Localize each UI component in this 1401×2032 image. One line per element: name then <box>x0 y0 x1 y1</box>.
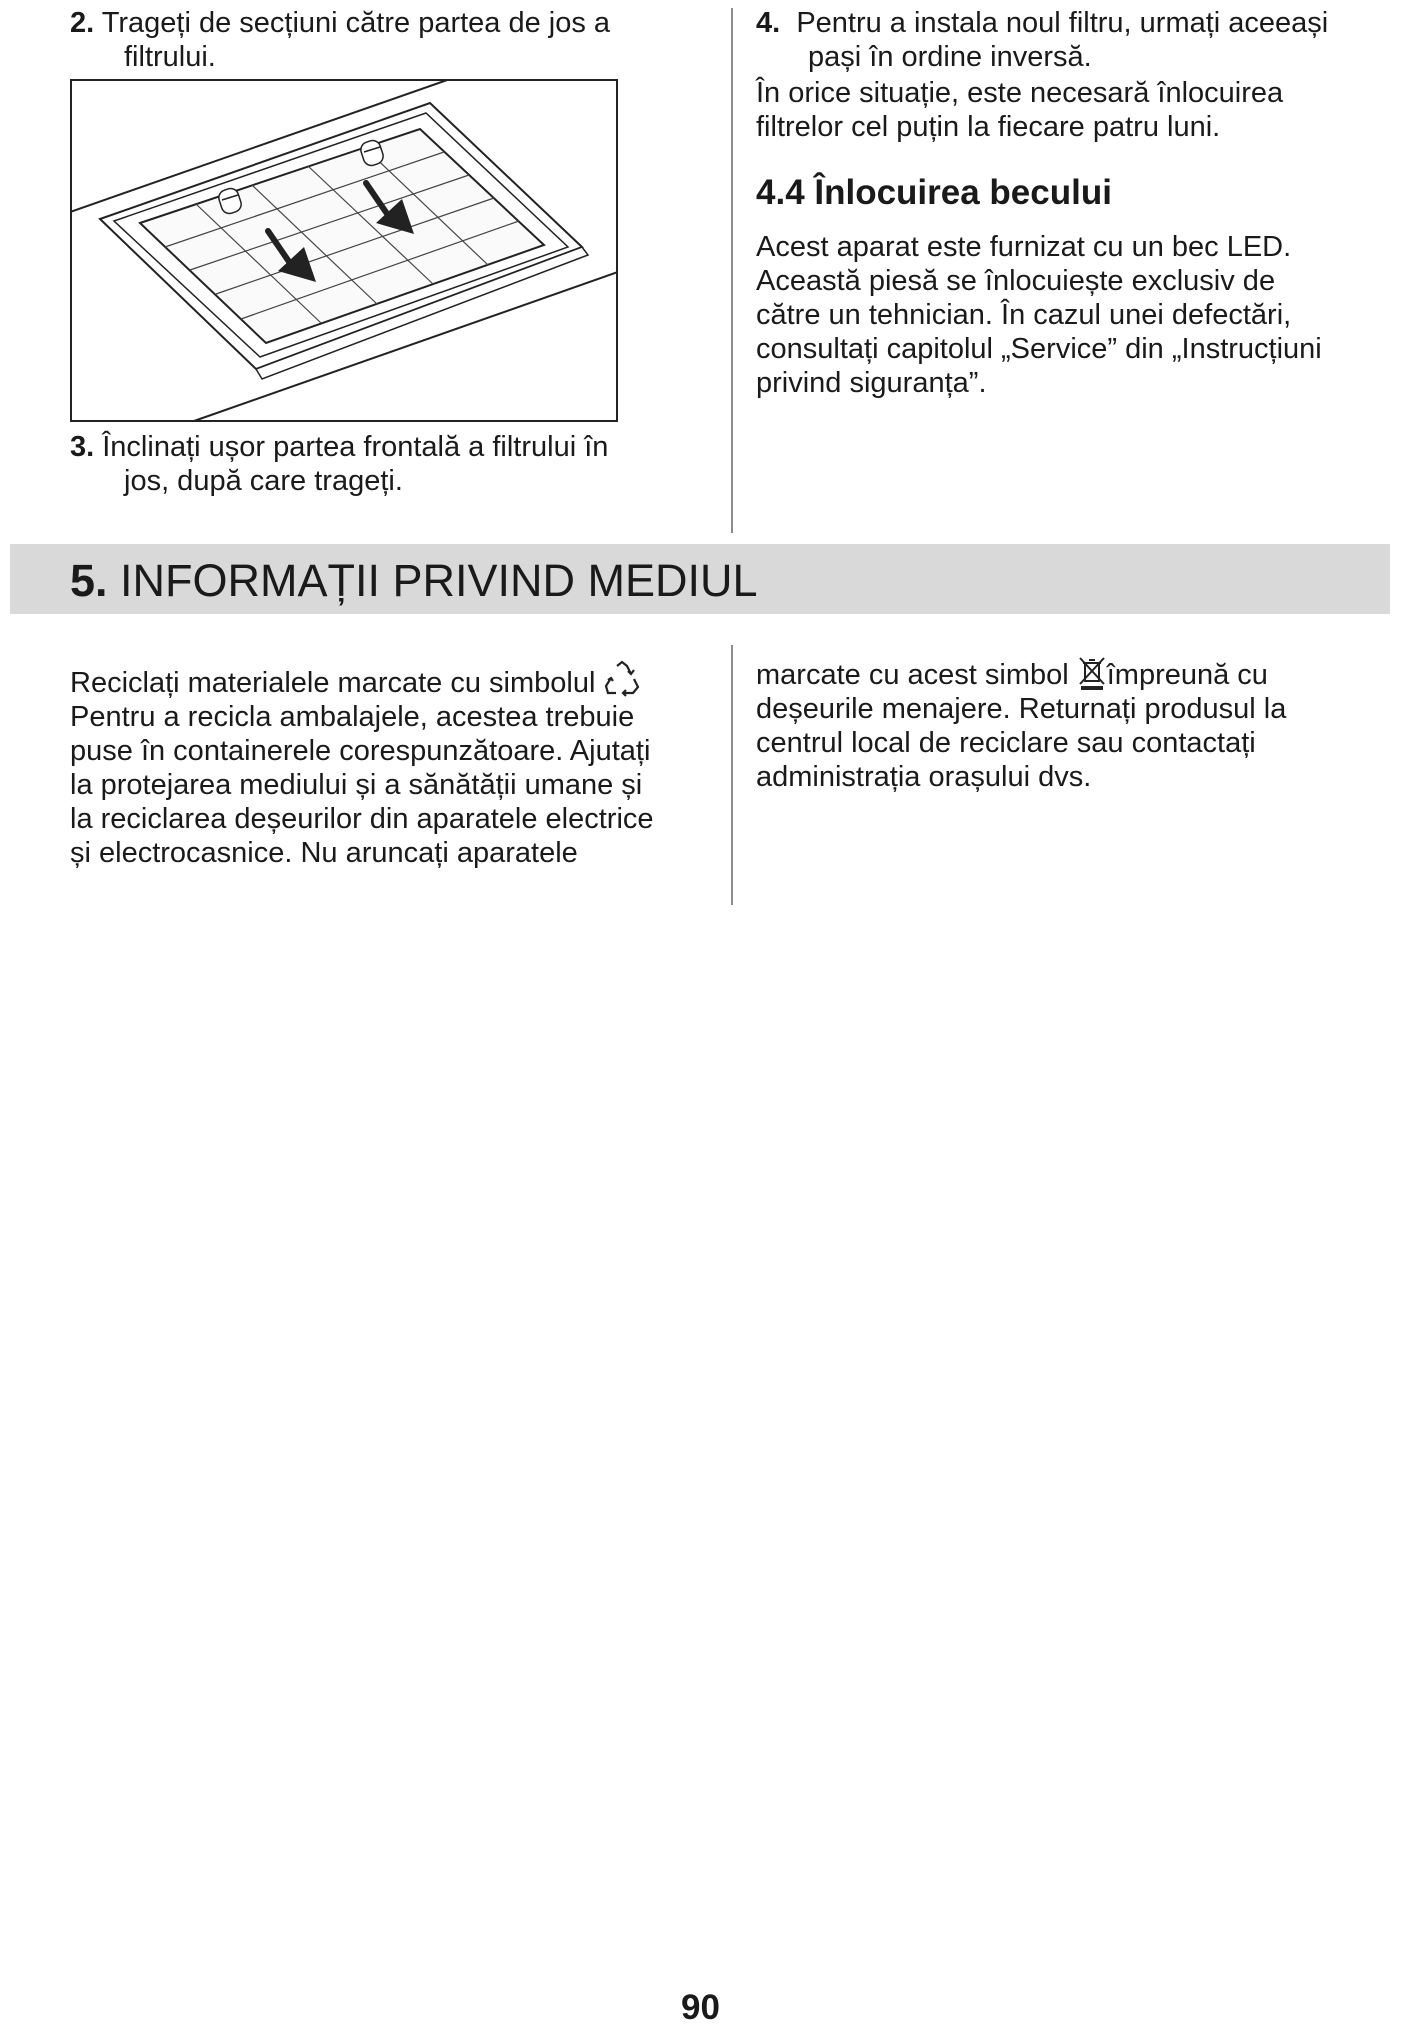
replacement-note <box>756 76 1396 144</box>
environment-left-text <box>70 660 720 870</box>
bulb-line: către un tehnician. În cazul unei defectări, <box>756 299 1292 331</box>
env-line: puse în containerele corespunzătoare. Ajutați <box>70 735 651 767</box>
env-line: la protejarea mediului și a sănătății umane și <box>70 769 643 801</box>
env-line: deșeurile menajere. Returnați produsul la <box>756 693 1287 725</box>
page-number: 90 <box>681 1988 720 2027</box>
column-divider-top <box>731 8 733 533</box>
section-number: 5. <box>70 555 108 606</box>
step-text-cont: jos, după care trageți. <box>124 465 403 497</box>
section-title <box>70 556 758 606</box>
step-text: Înclinați ușor partea frontală a filtrului în <box>102 431 609 463</box>
step-text: Pentru a instala noul filtru, urmați aceeași <box>796 7 1329 39</box>
crossed-bin-icon <box>1077 656 1107 690</box>
step-2 <box>70 6 710 74</box>
recycle-icon <box>603 660 641 698</box>
env-line: marcate cu acest simbol <box>756 659 1069 691</box>
bulb-info <box>756 230 1396 400</box>
filter-removal-illustration <box>70 79 618 422</box>
step-number: 2. <box>70 7 95 39</box>
step-text-cont: pași în ordine inversă. <box>808 41 1092 73</box>
step-number: 4. <box>756 7 781 39</box>
bulb-line: consultați capitolul „Service” din „Instrucțiuni <box>756 333 1322 365</box>
step-4 <box>756 6 1396 74</box>
section-title-text: INFORMAȚII PRIVIND MEDIUL <box>120 555 758 606</box>
environment-right-text <box>756 656 1396 794</box>
column-divider-bottom <box>731 645 733 905</box>
step-text: Trageți de secțiuni către partea de jos a <box>101 7 611 39</box>
env-line: împreună cu <box>1106 659 1268 691</box>
env-line: administrația orașului dvs. <box>756 761 1092 793</box>
env-line: și electrocasnice. Nu aruncați aparatele <box>70 837 578 869</box>
env-line: Reciclați materialele marcate cu simbolul <box>70 667 596 699</box>
subsection-title: 4.4 Înlocuirea becului <box>756 173 1112 212</box>
env-line: Pentru a recicla ambalajele, acestea trebuie <box>70 701 635 733</box>
step-3 <box>70 430 710 498</box>
bulb-line: privind siguranța”. <box>756 367 987 399</box>
env-line: la reciclarea deșeurilor din aparatele electrice <box>70 803 654 835</box>
bulb-line: Acest aparat este furnizat cu un bec LED. <box>756 231 1292 263</box>
env-line: centrul local de reciclare sau contactați <box>756 727 1256 759</box>
bulb-line: Această piesă se înlocuiește exclusiv de <box>756 265 1276 297</box>
section-heading-bar <box>10 544 1390 614</box>
step-number: 3. <box>70 431 95 463</box>
note-line: filtrelor cel puțin la fiecare patru luni. <box>756 111 1221 143</box>
step-text-cont: filtrului. <box>124 41 216 73</box>
note-line: În orice situație, este necesară înlocuirea <box>756 77 1284 109</box>
